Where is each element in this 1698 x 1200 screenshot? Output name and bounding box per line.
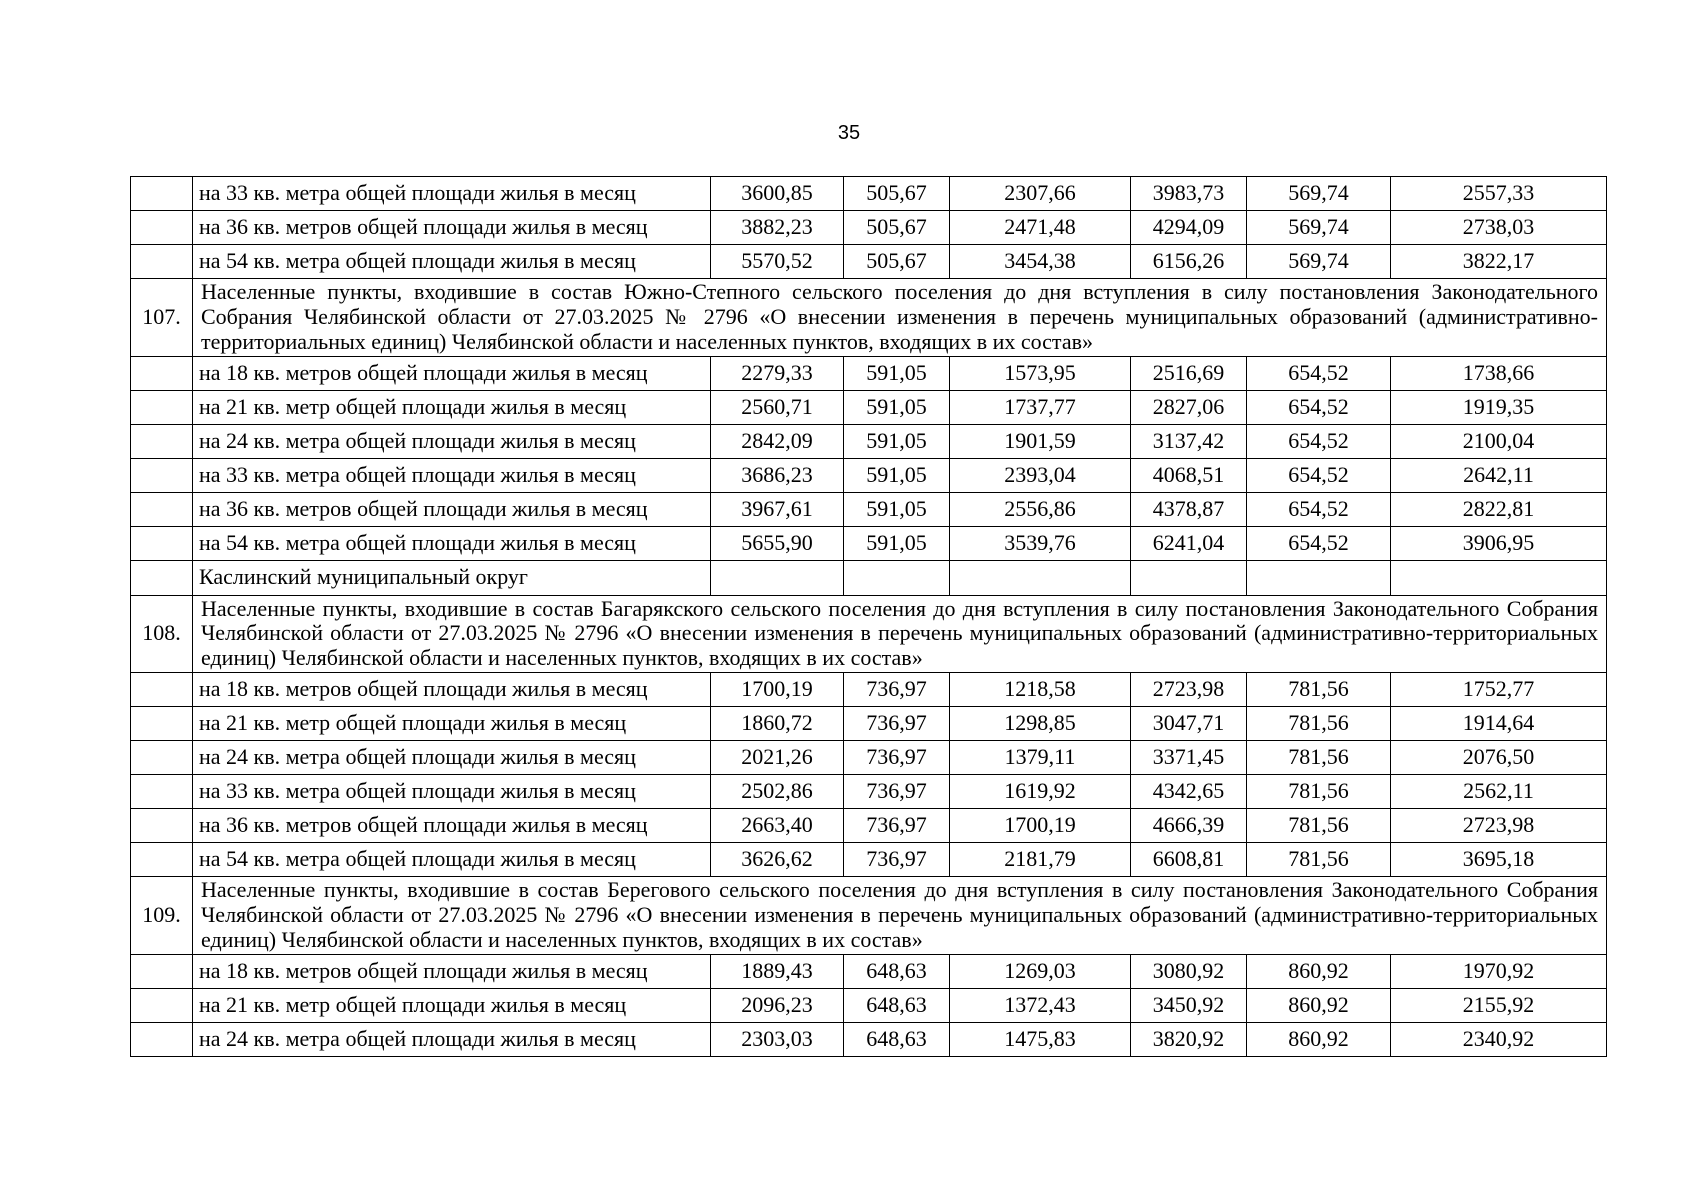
value-cell: 2096,23 [711,988,844,1022]
table-row [131,988,1607,1022]
index-cell [131,458,193,492]
value-cell: 3600,85 [711,177,844,211]
value-cell: 3906,95 [1391,526,1607,560]
table-row [131,673,1607,707]
value-cell: 2502,86 [711,775,844,809]
value-cell: 3080,92 [1131,954,1247,988]
value-cell: 4378,87 [1131,492,1247,526]
value-cell: 4068,51 [1131,458,1247,492]
row-label: на 36 кв. метров общей площади жилья в месяц [193,211,711,245]
value-cell: 2516,69 [1131,356,1247,390]
index-cell [131,707,193,741]
value-cell: 1919,35 [1391,390,1607,424]
value-cell: 654,52 [1247,424,1391,458]
value-cell: 736,97 [844,673,950,707]
group-description: Населенные пункты, входившие в состав Южно-Степного сельского поселения до дня вступления в силу постановления Законодательного Собрания Челябинской области от 27.03.2025 № 2796 «О внесении изменения в перечень муниципальных образований (административно-территориальных единиц) Челябинской области и населенных пунктов, входящих в их состав» [193,279,1607,357]
index-cell [131,424,193,458]
value-cell: 4666,39 [1131,809,1247,843]
value-cell: 736,97 [844,741,950,775]
value-cell: 1700,19 [950,809,1131,843]
value-cell: 1889,43 [711,954,844,988]
index-cell [131,177,193,211]
value-cell: 2279,33 [711,356,844,390]
table-row [131,843,1607,877]
value-cell: 736,97 [844,775,950,809]
value-cell: 736,97 [844,809,950,843]
value-cell: 2557,33 [1391,177,1607,211]
table-row [131,707,1607,741]
row-label: на 24 кв. метра общей площади жилья в месяц [193,1022,711,1056]
group-index: 108. [131,595,193,673]
value-cell: 2560,71 [711,390,844,424]
value-cell: 6241,04 [1131,526,1247,560]
value-cell: 3882,23 [711,211,844,245]
table-row [131,492,1607,526]
row-label: на 54 кв. метра общей площади жилья в месяц [193,843,711,877]
value-cell: 2155,92 [1391,988,1607,1022]
value-cell: 505,67 [844,211,950,245]
value-cell: 2663,40 [711,809,844,843]
index-cell [131,492,193,526]
value-cell: 591,05 [844,356,950,390]
index-cell [131,211,193,245]
row-label: на 33 кв. метра общей площади жилья в месяц [193,775,711,809]
value-cell: 2642,11 [1391,458,1607,492]
value-cell: 1738,66 [1391,356,1607,390]
value-cell: 3822,17 [1391,245,1607,279]
value-cell: 1860,72 [711,707,844,741]
value-cell: 2100,04 [1391,424,1607,458]
index-cell [131,560,193,595]
table-row [131,424,1607,458]
value-cell: 1379,11 [950,741,1131,775]
empty-cell [711,560,844,595]
table-row [131,177,1607,211]
value-cell: 2842,09 [711,424,844,458]
value-cell: 1269,03 [950,954,1131,988]
value-cell: 654,52 [1247,526,1391,560]
value-cell: 654,52 [1247,492,1391,526]
row-label: на 54 кв. метра общей площади жилья в месяц [193,526,711,560]
table-body [131,177,1607,1057]
value-cell: 648,63 [844,954,950,988]
value-cell: 1372,43 [950,988,1131,1022]
value-cell: 2181,79 [950,843,1131,877]
value-cell: 1298,85 [950,707,1131,741]
index-cell [131,526,193,560]
value-cell: 860,92 [1247,988,1391,1022]
table-row [131,458,1607,492]
value-cell: 4294,09 [1131,211,1247,245]
value-cell: 3695,18 [1391,843,1607,877]
value-cell: 1475,83 [950,1022,1131,1056]
page-number: 35 [837,122,861,144]
value-cell: 860,92 [1247,954,1391,988]
value-cell: 5655,90 [711,526,844,560]
value-cell: 569,74 [1247,245,1391,279]
table-row [131,390,1607,424]
value-cell: 1218,58 [950,673,1131,707]
settlement-group-row [131,595,1607,673]
row-label: на 36 кв. метров общей площади жилья в месяц [193,492,711,526]
value-cell: 5570,52 [711,245,844,279]
index-cell [131,356,193,390]
value-cell: 3820,92 [1131,1022,1247,1056]
index-cell [131,390,193,424]
value-cell: 1901,59 [950,424,1131,458]
value-cell: 1752,77 [1391,673,1607,707]
row-label: на 36 кв. метров общей площади жилья в месяц [193,809,711,843]
row-label: на 54 кв. метра общей площади жилья в месяц [193,245,711,279]
value-cell: 2471,48 [950,211,1131,245]
value-cell: 2393,04 [950,458,1131,492]
table-row [131,954,1607,988]
index-cell [131,775,193,809]
row-label: на 24 кв. метра общей площади жилья в месяц [193,424,711,458]
value-cell: 2021,26 [711,741,844,775]
value-cell: 1573,95 [950,356,1131,390]
value-cell: 6156,26 [1131,245,1247,279]
value-cell: 1970,92 [1391,954,1607,988]
value-cell: 2723,98 [1131,673,1247,707]
value-cell: 3983,73 [1131,177,1247,211]
value-cell: 3626,62 [711,843,844,877]
value-cell: 2340,92 [1391,1022,1607,1056]
table-row [131,356,1607,390]
value-cell: 6608,81 [1131,843,1247,877]
row-label: на 33 кв. метра общей площади жилья в месяц [193,177,711,211]
row-label: на 21 кв. метр общей площади жилья в месяц [193,707,711,741]
value-cell: 1737,77 [950,390,1131,424]
value-cell: 781,56 [1247,843,1391,877]
row-label: на 18 кв. метров общей площади жилья в месяц [193,673,711,707]
value-cell: 569,74 [1247,211,1391,245]
empty-cell [844,560,950,595]
value-cell: 1619,92 [950,775,1131,809]
value-cell: 2562,11 [1391,775,1607,809]
value-cell: 3686,23 [711,458,844,492]
value-cell: 2738,03 [1391,211,1607,245]
value-cell: 781,56 [1247,775,1391,809]
index-cell [131,954,193,988]
value-cell: 1700,19 [711,673,844,707]
value-cell: 4342,65 [1131,775,1247,809]
value-cell: 2723,98 [1391,809,1607,843]
group-index: 107. [131,279,193,357]
value-cell: 3047,71 [1131,707,1247,741]
group-index: 109. [131,877,193,955]
empty-cell [950,560,1131,595]
tariff-table [130,176,1607,1057]
row-label: на 33 кв. метра общей площади жилья в месяц [193,458,711,492]
row-label: на 24 кв. метра общей площади жилья в месяц [193,741,711,775]
row-label: на 18 кв. метров общей площади жилья в месяц [193,954,711,988]
index-cell [131,1022,193,1056]
table-row [131,809,1607,843]
value-cell: 3371,45 [1131,741,1247,775]
value-cell: 2556,86 [950,492,1131,526]
table-row [131,775,1607,809]
table-row [131,211,1607,245]
group-description: Населенные пункты, входившие в состав Берегового сельского поселения до дня вступления в силу постановления Законодательного Собрания Челябинской области от 27.03.2025 № 2796 «О внесении изменения в перечень муниципальных образований (административно-территориальных единиц) Челябинской области и населенных пунктов, входящих в их состав» [193,877,1607,955]
value-cell: 2827,06 [1131,390,1247,424]
value-cell: 654,52 [1247,356,1391,390]
table-row [131,526,1607,560]
table-row [131,741,1607,775]
value-cell: 1914,64 [1391,707,1607,741]
value-cell: 569,74 [1247,177,1391,211]
value-cell: 781,56 [1247,707,1391,741]
value-cell: 2307,66 [950,177,1131,211]
value-cell: 3137,42 [1131,424,1247,458]
row-label: на 21 кв. метр общей площади жилья в месяц [193,390,711,424]
value-cell: 591,05 [844,458,950,492]
value-cell: 591,05 [844,526,950,560]
value-cell: 3967,61 [711,492,844,526]
value-cell: 781,56 [1247,741,1391,775]
value-cell: 648,63 [844,1022,950,1056]
value-cell: 3450,92 [1131,988,1247,1022]
index-cell [131,809,193,843]
district-row [131,560,1607,595]
empty-cell [1247,560,1391,595]
value-cell: 654,52 [1247,458,1391,492]
value-cell: 2822,81 [1391,492,1607,526]
index-cell [131,245,193,279]
value-cell: 781,56 [1247,809,1391,843]
value-cell: 736,97 [844,707,950,741]
value-cell: 3539,76 [950,526,1131,560]
value-cell: 3454,38 [950,245,1131,279]
value-cell: 654,52 [1247,390,1391,424]
index-cell [131,741,193,775]
settlement-group-row [131,279,1607,357]
value-cell: 2303,03 [711,1022,844,1056]
index-cell [131,843,193,877]
value-cell: 2076,50 [1391,741,1607,775]
value-cell: 648,63 [844,988,950,1022]
group-description: Населенные пункты, входившие в состав Багарякского сельского поселения до дня вступления в силу постановления Законодательного Собрания Челябинской области от 27.03.2025 № 2796 «О внесении изменения в перечень муниципальных образований (административно-территориальных единиц) Челябинской области и населенных пунктов, входящих в их состав» [193,595,1607,673]
table-row [131,1022,1607,1056]
empty-cell [1391,560,1607,595]
value-cell: 736,97 [844,843,950,877]
settlement-group-row [131,877,1607,955]
index-cell [131,673,193,707]
value-cell: 781,56 [1247,673,1391,707]
row-label: на 21 кв. метр общей площади жилья в месяц [193,988,711,1022]
value-cell: 505,67 [844,177,950,211]
table-row [131,245,1607,279]
index-cell [131,988,193,1022]
value-cell: 591,05 [844,390,950,424]
row-label: на 18 кв. метров общей площади жилья в месяц [193,356,711,390]
district-name: Каслинский муниципальный округ [193,560,711,595]
value-cell: 860,92 [1247,1022,1391,1056]
value-cell: 591,05 [844,492,950,526]
value-cell: 505,67 [844,245,950,279]
value-cell: 591,05 [844,424,950,458]
empty-cell [1131,560,1247,595]
